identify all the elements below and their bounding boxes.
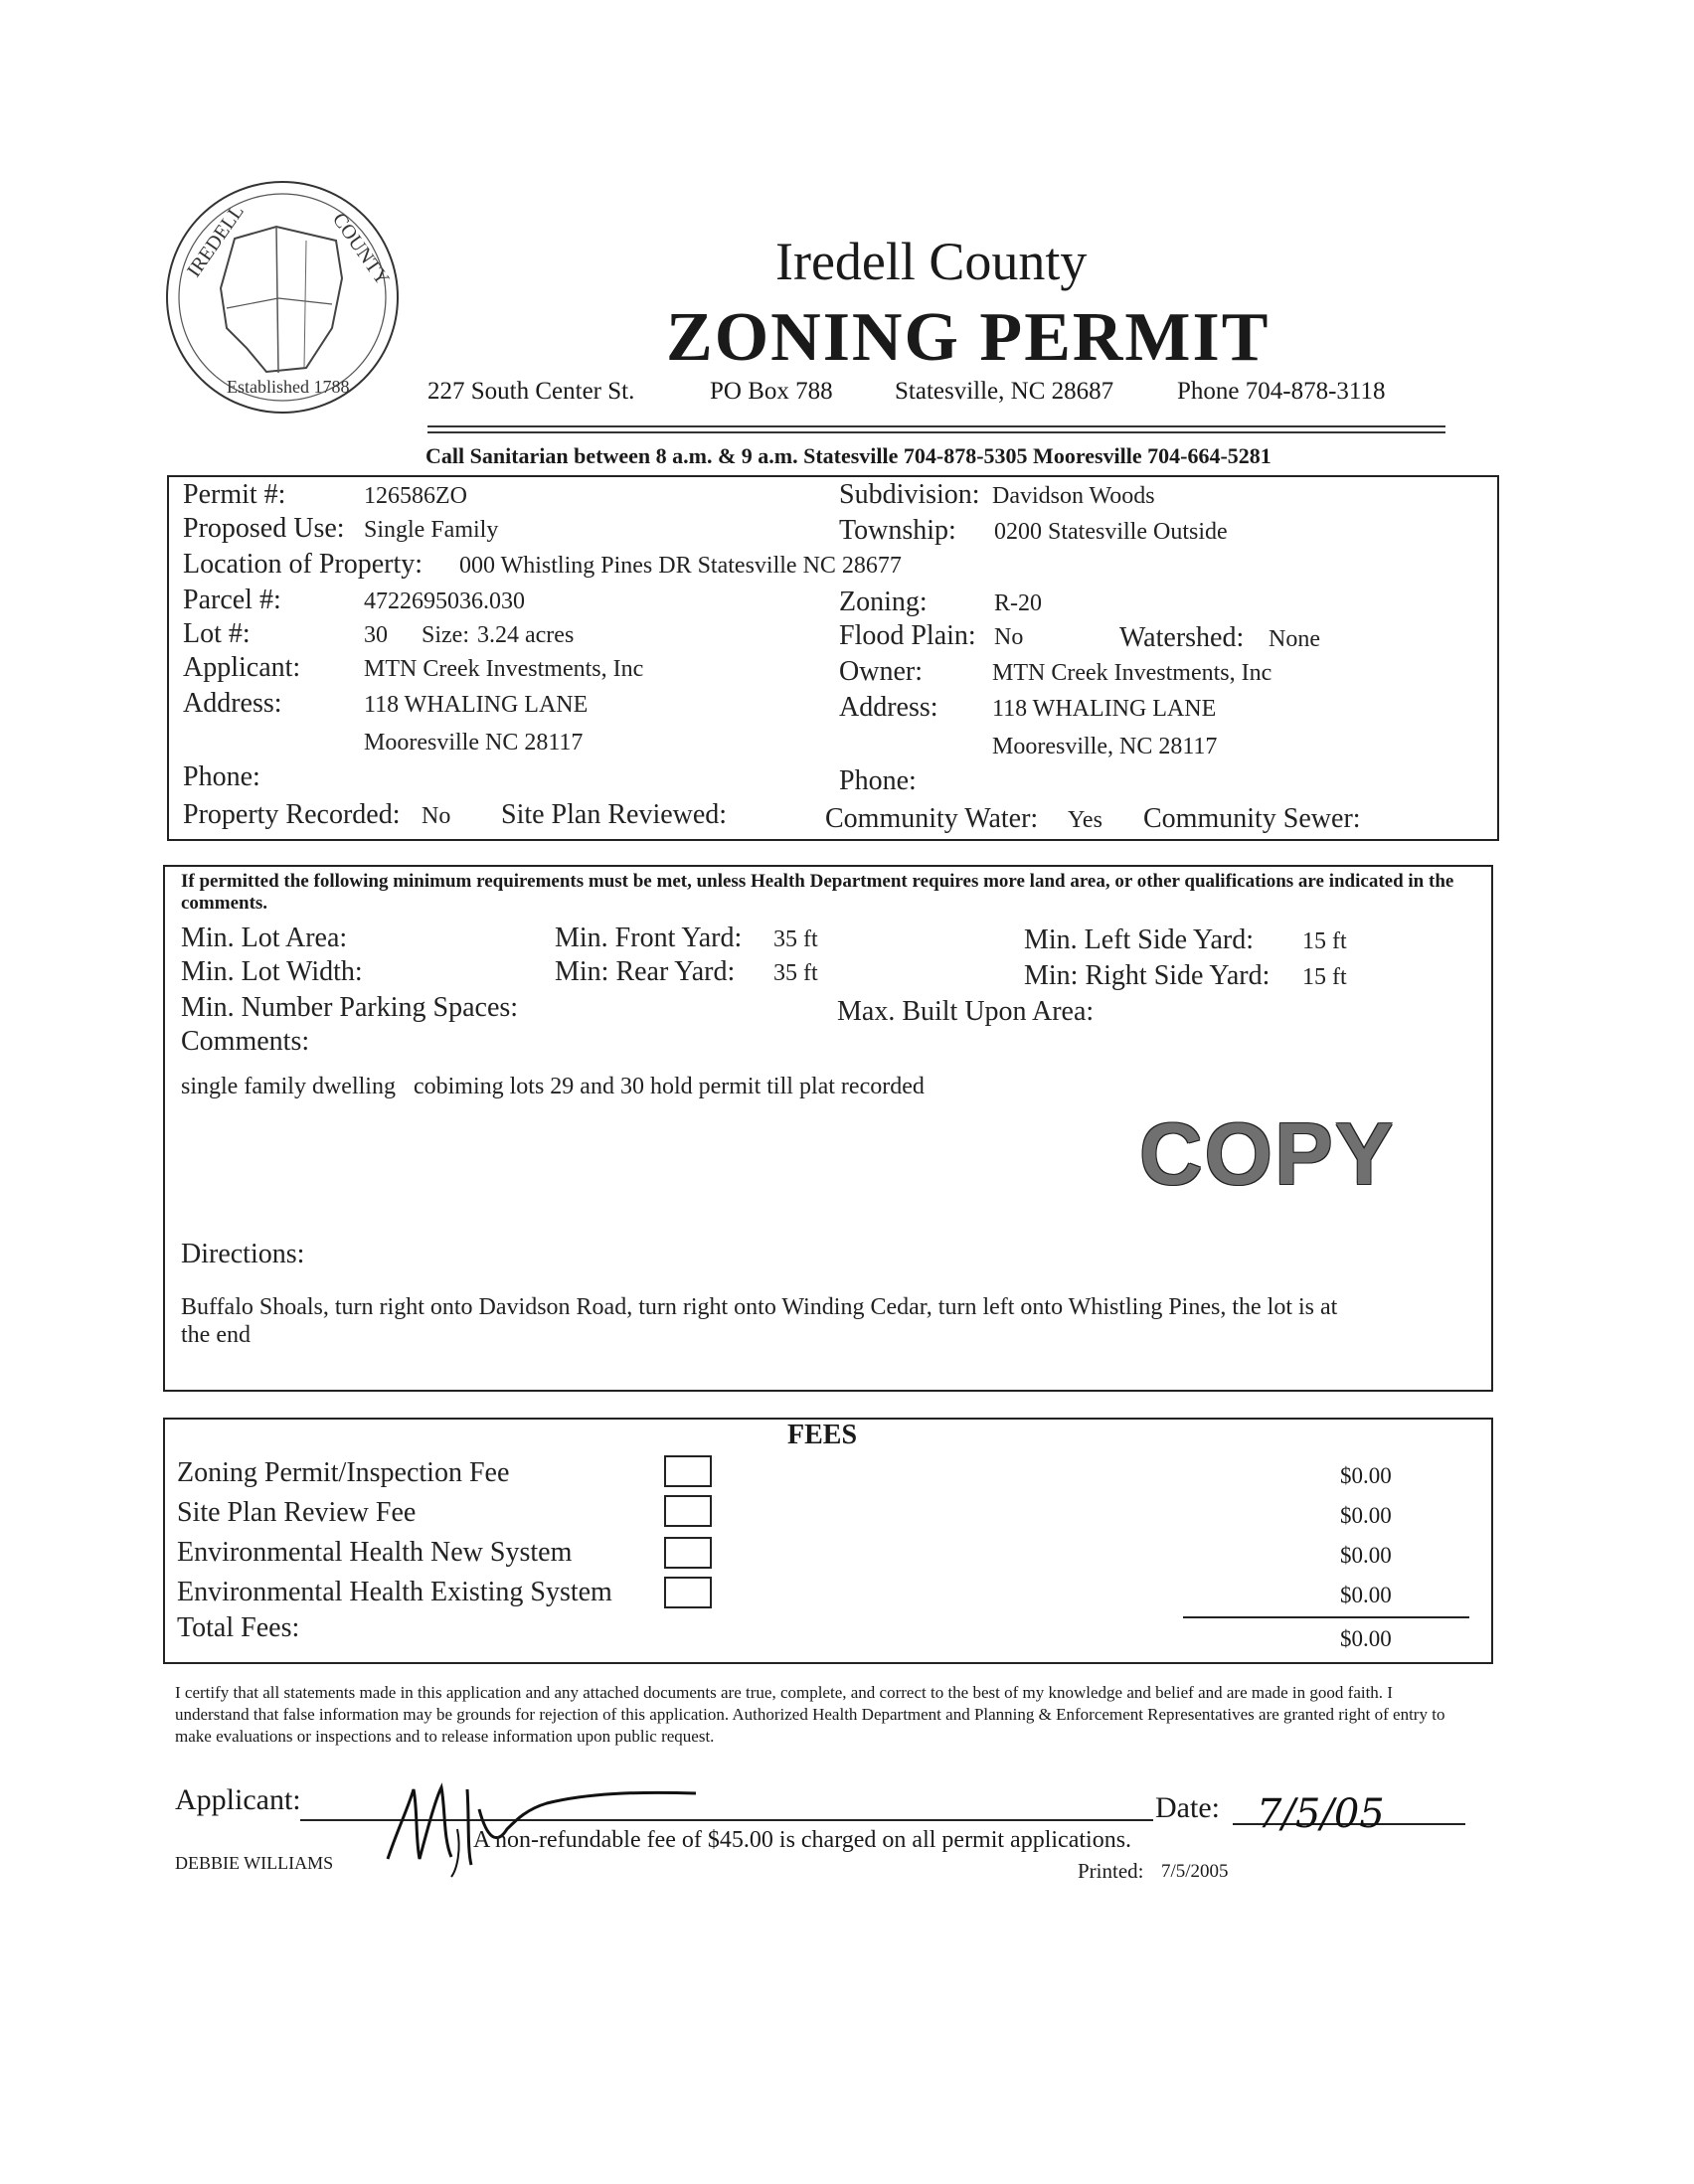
location-label: Location of Property: bbox=[183, 549, 424, 580]
fee-notice: A non-refundable fee of $45.00 is charged on all permit applications. bbox=[473, 1827, 1132, 1853]
min-lot-width-label: Min. Lot Width: bbox=[181, 956, 363, 987]
applicant-address-line1: 118 WHALING LANE bbox=[364, 692, 589, 718]
min-left-side-yard-label: Min. Left Side Yard: bbox=[1024, 924, 1254, 955]
watershed-label: Watershed: bbox=[1119, 622, 1245, 653]
fee-amount-zoning: $0.00 bbox=[1340, 1463, 1392, 1488]
fee-label-env-new: Environmental Health New System bbox=[177, 1537, 573, 1568]
fee-label-site-plan: Site Plan Review Fee bbox=[177, 1497, 417, 1528]
min-front-yard-label: Min. Front Yard: bbox=[555, 923, 743, 953]
subdivision-value: Davidson Woods bbox=[992, 483, 1155, 509]
owner-address-label: Address: bbox=[839, 692, 938, 723]
office-phone: Phone 704-878-3118 bbox=[1177, 378, 1386, 405]
applicant-value: MTN Creek Investments, Inc bbox=[364, 656, 644, 682]
svg-text:7/5/05: 7/5/05 bbox=[1257, 1791, 1385, 1837]
fees-title: FEES bbox=[787, 1420, 858, 1450]
size-label: Size: bbox=[422, 622, 469, 648]
min-rear-yard-value: 35 ft bbox=[773, 960, 818, 986]
street-address: 227 South Center St. bbox=[427, 378, 635, 405]
directions-line-1: Buffalo Shoals, turn right onto Davidson Road, turn right onto Winding Cedar, turn left onto Whistling Pines, the lot is at bbox=[181, 1294, 1338, 1320]
county-seal-logo bbox=[157, 179, 408, 416]
min-parking-spaces-label: Min. Number Parking Spaces: bbox=[181, 992, 519, 1023]
date-label: Date: bbox=[1155, 1791, 1220, 1824]
zoning-label: Zoning: bbox=[839, 587, 928, 617]
svg-text:IREDELL: IREDELL bbox=[183, 201, 249, 281]
county-name: Iredell County bbox=[775, 232, 1088, 291]
min-front-yard-value: 35 ft bbox=[773, 926, 818, 952]
owner-phone-label: Phone: bbox=[839, 765, 917, 796]
owner-address-line1: 118 WHALING LANE bbox=[992, 696, 1217, 722]
permit-number: 126586ZO bbox=[364, 483, 467, 509]
flood-plain-label: Flood Plain: bbox=[839, 620, 976, 651]
directions-line-2: the end bbox=[181, 1322, 251, 1348]
owner-value: MTN Creek Investments, Inc bbox=[992, 660, 1272, 686]
copy-stamp: COPY bbox=[1139, 1104, 1396, 1203]
property-recorded-label: Property Recorded: bbox=[183, 799, 401, 830]
fee-label-env-existing: Environmental Health Existing System bbox=[177, 1577, 612, 1607]
page-title: ZONING PERMIT bbox=[666, 299, 1270, 376]
applicant-address-label: Address: bbox=[183, 688, 282, 719]
certification-statement: I certify that all statements made in this application and any attached documents are true, complete, and correct to the best of my knowledge and belief and are made in good faith. I understand that false information may be grounds for rejection of this application. Authorized Health Department and Planning & Enforcement Representatives are granted right of entry to make evaluations or inspections and to release information upon public request. bbox=[175, 1683, 1445, 1746]
community-water-value: Yes bbox=[1068, 807, 1102, 833]
min-right-side-yard-label: Min: Right Side Yard: bbox=[1024, 960, 1270, 991]
applicant-signature bbox=[358, 1769, 716, 1879]
total-fees-label: Total Fees: bbox=[177, 1612, 300, 1643]
parcel-label: Parcel #: bbox=[183, 585, 281, 615]
applicant-signature-label: Applicant: bbox=[175, 1783, 301, 1816]
printed-label: Printed: bbox=[1078, 1859, 1144, 1883]
max-built-upon-area-label: Max. Built Upon Area: bbox=[837, 996, 1095, 1027]
applicant-phone-label: Phone: bbox=[183, 761, 260, 792]
requirements-intro: If permitted the following minimum requirements must be met, unless Health Department requires more land area, or other qualifications are indicated in the comments. bbox=[181, 871, 1454, 914]
fee-amount-env-new: $0.00 bbox=[1340, 1543, 1392, 1568]
site-plan-reviewed-label: Site Plan Reviewed: bbox=[501, 799, 728, 830]
min-left-side-yard-value: 15 ft bbox=[1302, 928, 1347, 954]
fee-checkbox-env-existing[interactable] bbox=[664, 1577, 712, 1608]
property-recorded-value: No bbox=[422, 803, 451, 829]
owner-address-line2: Mooresville, NC 28117 bbox=[992, 734, 1218, 759]
watershed-value: None bbox=[1269, 626, 1320, 652]
lot-value: 30 bbox=[364, 622, 388, 648]
size-value: 3.24 acres bbox=[477, 622, 575, 648]
staff-name: DEBBIE WILLIAMS bbox=[175, 1853, 334, 1873]
applicant-label: Applicant: bbox=[183, 652, 301, 683]
fee-amount-site-plan: $0.00 bbox=[1340, 1503, 1392, 1528]
sanitarian-call-line: Call Sanitarian between 8 a.m. & 9 a.m. Statesville 704-878-5305 Mooresville 704-664-5281 bbox=[425, 443, 1271, 468]
min-lot-area-label: Min. Lot Area: bbox=[181, 923, 348, 953]
community-sewer-label: Community Sewer: bbox=[1143, 803, 1361, 834]
fee-amount-env-existing: $0.00 bbox=[1340, 1583, 1392, 1607]
handwritten-date bbox=[1243, 1785, 1441, 1845]
lot-label: Lot #: bbox=[183, 618, 251, 649]
po-box: PO Box 788 bbox=[710, 378, 833, 405]
location-value: 000 Whistling Pines DR Statesville NC 28677 bbox=[459, 553, 902, 579]
township-value: 0200 Statesville Outside bbox=[994, 519, 1228, 545]
permit-number-label: Permit #: bbox=[183, 479, 286, 510]
min-right-side-yard-value: 15 ft bbox=[1302, 964, 1347, 990]
zoning-value: R-20 bbox=[994, 590, 1042, 616]
township-label: Township: bbox=[839, 515, 956, 546]
header-divider-thin bbox=[427, 431, 1445, 433]
subdivision-label: Subdivision: bbox=[839, 479, 980, 510]
fee-checkbox-site-plan[interactable] bbox=[664, 1495, 712, 1527]
community-water-label: Community Water: bbox=[825, 803, 1039, 834]
city-state-zip: Statesville, NC 28687 bbox=[895, 378, 1114, 405]
comments-label: Comments: bbox=[181, 1026, 310, 1057]
flood-plain-value: No bbox=[994, 624, 1024, 650]
min-rear-yard-label: Min: Rear Yard: bbox=[555, 956, 736, 987]
total-fees-amount: $0.00 bbox=[1340, 1626, 1392, 1651]
fee-checkbox-env-new[interactable] bbox=[664, 1537, 712, 1569]
parcel-value: 4722695036.030 bbox=[364, 588, 525, 614]
total-divider bbox=[1183, 1616, 1469, 1618]
svg-text:COUNTY: COUNTY bbox=[327, 209, 394, 290]
svg-text:Established 1788: Established 1788 bbox=[227, 377, 350, 397]
proposed-use-label: Proposed Use: bbox=[183, 513, 345, 544]
printed-date: 7/5/2005 bbox=[1161, 1861, 1229, 1882]
directions-label: Directions: bbox=[181, 1239, 305, 1269]
applicant-address-line2: Mooresville NC 28117 bbox=[364, 730, 584, 756]
proposed-use-value: Single Family bbox=[364, 517, 499, 543]
comments-text: single family dwelling cobiming lots 29 and 30 hold permit till plat recorded bbox=[181, 1074, 925, 1099]
fee-checkbox-zoning[interactable] bbox=[664, 1455, 712, 1487]
header-divider bbox=[427, 425, 1445, 427]
owner-label: Owner: bbox=[839, 656, 923, 687]
fee-label-zoning: Zoning Permit/Inspection Fee bbox=[177, 1457, 510, 1488]
